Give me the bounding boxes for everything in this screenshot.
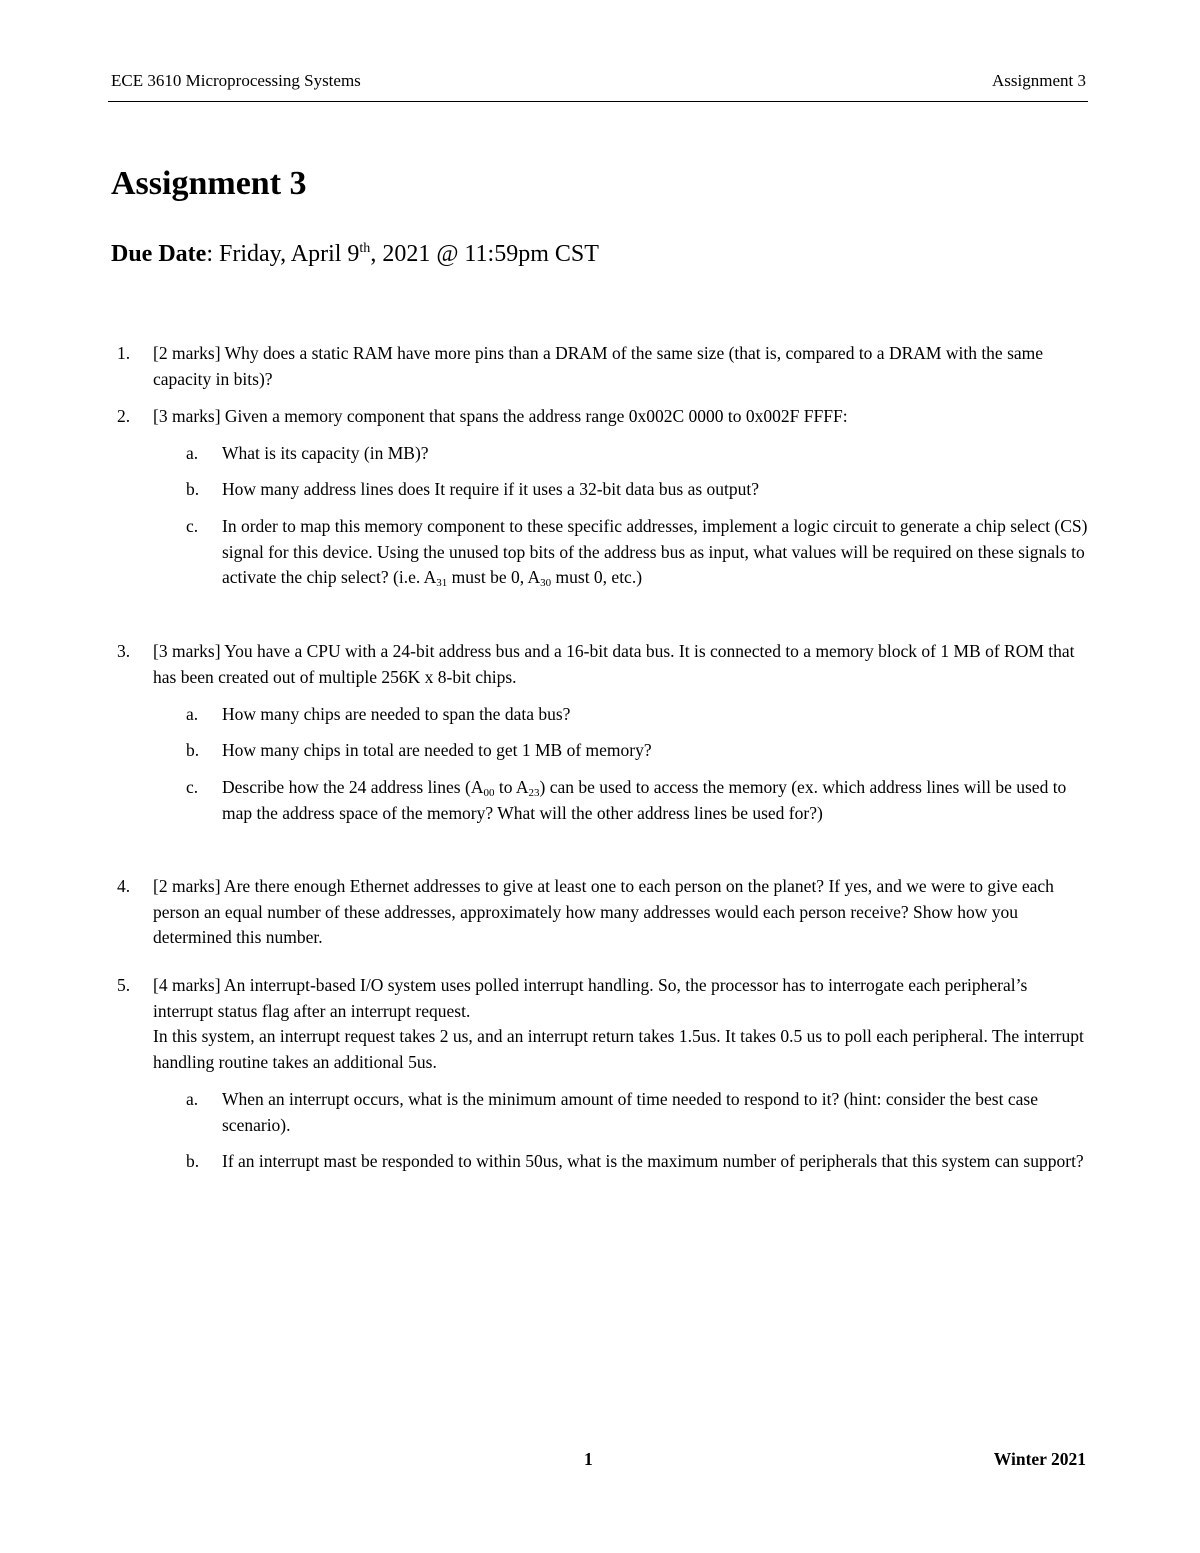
subscript: 30 (540, 577, 552, 589)
due-date-value: Friday, April 9 (218, 241, 360, 267)
question-paragraph: [4 marks] An interrupt-based I/O system uses polled interrupt handling. So, the processor has to interrogate each peripheral’s interrupt status flag after an interrupt request. (153, 975, 1028, 1021)
page-number: 1 (584, 1449, 593, 1469)
part-text: What is its capacity (in MB)? (222, 443, 429, 463)
question-text (153, 973, 1088, 1075)
page-title: Assignment 3 (111, 165, 307, 202)
question-text: [3 marks] You have a CPU with a 24-bit address bus and a 16-bit data bus. It is connected to a memory block of 1 MB of ROM that has been created out of multiple 256K x 8-bit chips. (153, 641, 1075, 687)
question-number: 4. (117, 876, 131, 896)
due-date-suffix: th (359, 241, 371, 256)
part-text-segment: must 0, etc.) (551, 567, 643, 587)
question-text: [3 marks] Given a memory component that spans the address range 0x002C 0000 to 0x002F FFFF: (153, 406, 848, 426)
due-date-separator: : (206, 241, 219, 267)
part-label: c. (186, 777, 199, 797)
part-text-segment: ) can be used to access the memory (ex. which address lines will be used to map the address space of the memory? What will the other address lines be used for?) (222, 777, 1067, 823)
due-date-time: , 2021 @ 11:59pm CST (370, 241, 599, 267)
question-number: 3. (117, 641, 131, 661)
question-paragraph: In this system, an interrupt request takes 2 us, and an interrupt return takes 1.5us. It takes 0.5 us to poll each peripheral. The interrupt handling routine takes an additional 5us. (153, 1026, 1084, 1072)
footer-term: Winter 2021 (993, 1449, 1086, 1469)
header-course: ECE 3610 Microprocessing Systems (111, 71, 361, 90)
part-text-segment: to A (494, 777, 529, 797)
subscript: 31 (436, 577, 448, 589)
question-number: 2. (117, 406, 131, 426)
part-text (222, 514, 1088, 591)
part-label: b. (186, 1151, 200, 1171)
question-number: 5. (117, 975, 131, 995)
question-number: 1. (117, 343, 131, 363)
header-assignment: Assignment 3 (992, 71, 1086, 90)
header-rule (108, 101, 1088, 102)
part-label: b. (186, 479, 200, 499)
part-label: a. (186, 1089, 199, 1109)
question-text: [2 marks] Are there enough Ethernet addresses to give at least one to each person on the planet? If yes, and we were to give each person an equal number of these addresses, approximately how many addresses would each person receive? Show how you determined this number. (153, 876, 1054, 947)
question-text: [2 marks] Why does a static RAM have more pins than a DRAM of the same size (that is, compared to a DRAM with the same capacity in bits)? (153, 343, 1044, 389)
part-text-segment: In order to map this memory component to these specific addresses, implement a logic circuit to generate a chip select (CS) signal for this device. Using the unused top bits of the address bus as input, what values will be required on these signals to activate the chip select? (i.e. A (222, 516, 1088, 587)
part-text: How many chips in total are needed to get 1 MB of memory? (222, 740, 652, 760)
subscript: 00 (483, 787, 495, 799)
due-date-label: Due Date (111, 241, 207, 267)
part-text-segment: Describe how the 24 address lines (A (222, 777, 484, 797)
part-text-segment: must be 0, A (447, 567, 541, 587)
part-text: When an interrupt occurs, what is the minimum amount of time needed to respond to it? (hint: consider the best case scenario). (222, 1089, 1038, 1135)
part-text (222, 775, 1088, 826)
part-label: a. (186, 704, 199, 724)
due-date-line (111, 238, 599, 270)
part-text: How many address lines does It require if it uses a 32-bit data bus as output? (222, 479, 760, 499)
subscript: 23 (528, 787, 540, 799)
part-label: a. (186, 443, 199, 463)
part-label: b. (186, 740, 200, 760)
part-text: How many chips are needed to span the data bus? (222, 704, 571, 724)
part-text: If an interrupt mast be responded to within 50us, what is the maximum number of peripherals that this system can support? (222, 1151, 1084, 1171)
part-label: c. (186, 516, 199, 536)
